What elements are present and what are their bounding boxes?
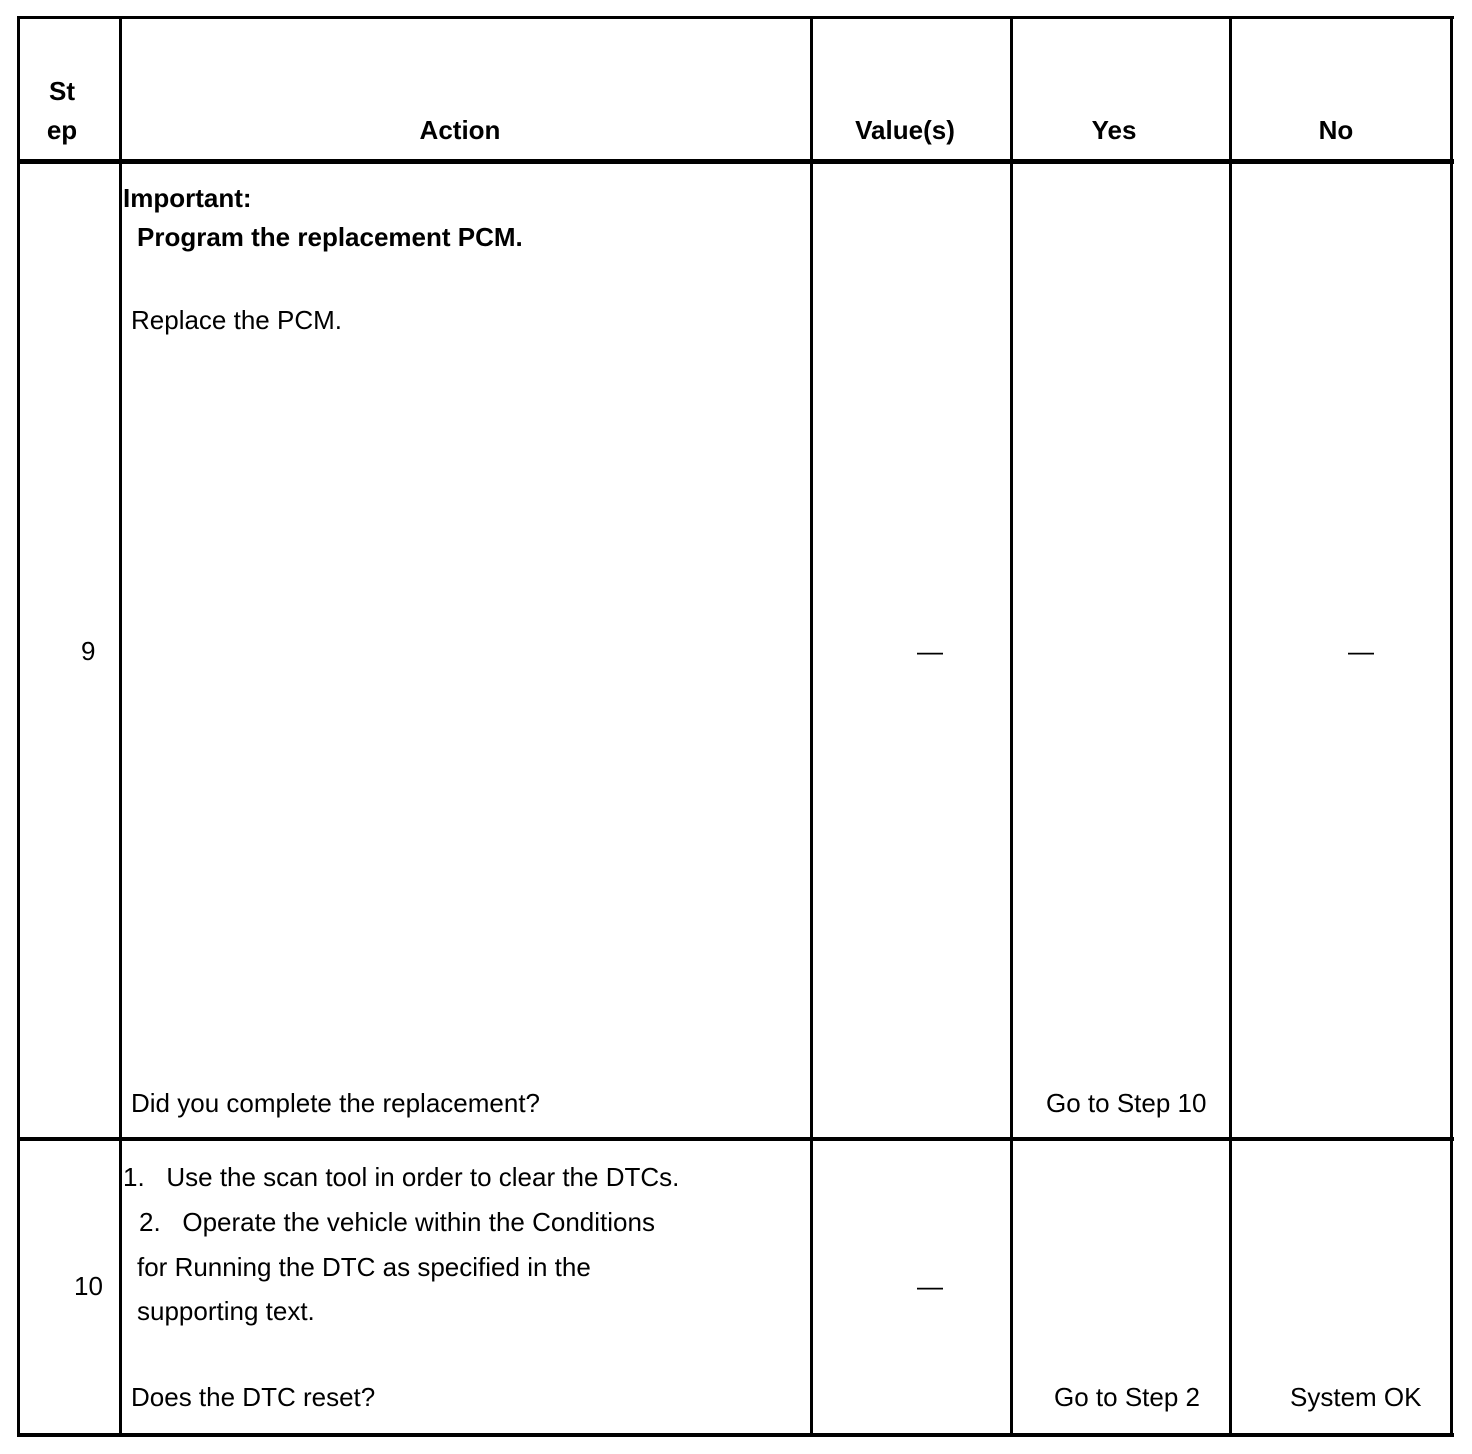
important-label: Important: [123,183,252,213]
no-dash: — [1348,636,1374,666]
header-bottom-border [17,159,1454,164]
header-yes: Yes [1091,115,1137,145]
value-dash: — [917,1271,943,1301]
step-number: 9 [81,636,96,666]
action-question: Does the DTC reset? [131,1382,376,1412]
header-no: No [1318,115,1354,145]
yes-result: Go to Step 2 [1054,1382,1200,1412]
header-step-line2: ep [46,115,78,145]
value-dash: — [917,636,943,666]
row-divider [17,1137,1454,1141]
column-divider-yes [1229,16,1232,1437]
no-result: System OK [1290,1382,1422,1412]
action-question: Did you complete the replacement? [131,1088,541,1118]
step-number: 10 [74,1271,103,1301]
table-left-border [17,16,20,1437]
header-step-line1: St [49,76,75,106]
action-item-2-line3: supporting text. [137,1296,315,1326]
table-top-border [17,16,1454,19]
column-divider-action [810,16,813,1437]
action-item-2-line2: for Running the DTC as specified in the [137,1252,591,1282]
table-bottom-border [17,1433,1454,1437]
important-text: Program the replacement PCM. [137,222,523,252]
yes-result: Go to Step 10 [1046,1088,1207,1118]
action-instruction: Replace the PCM. [131,305,342,335]
column-divider-values [1010,16,1013,1437]
table-right-border [1450,16,1453,1437]
action-item-1: 1. Use the scan tool in order to clear the DTCs. [123,1162,680,1192]
header-values: Value(s) [855,115,955,145]
header-action: Action [419,115,501,145]
column-divider-step [119,16,122,1437]
action-item-2-line1: 2. Operate the vehicle within the Conditions [139,1207,655,1237]
